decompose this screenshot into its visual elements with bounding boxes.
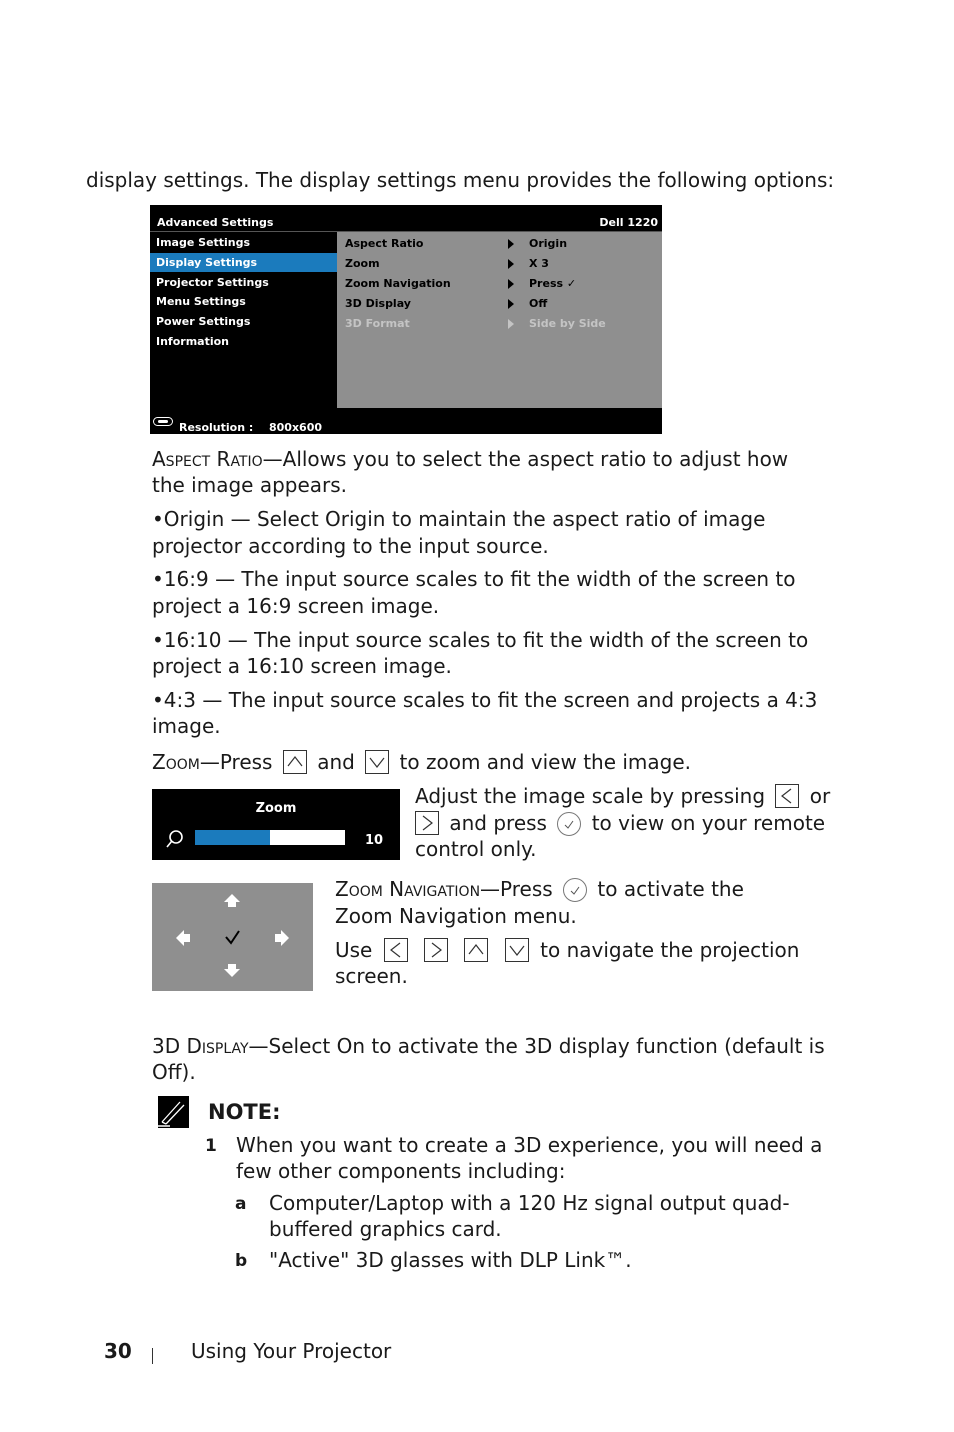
- advanced-settings-osd: [150, 205, 662, 434]
- bullet-16-9: •16:9 — The input source scales to fit the width of the screen to: [152, 567, 796, 591]
- note-item1-line1: When you want to create a 3D experience, you will need a: [236, 1133, 823, 1157]
- osd-header-model: Dell 1220: [599, 216, 658, 229]
- zoom-navigation-paragraph: [335, 876, 744, 902]
- zoom-and-text: and: [317, 750, 355, 774]
- left-key-icon: [775, 784, 799, 808]
- osd-resolution-label: Resolution :: [179, 421, 254, 434]
- osd-row-label: Zoom: [345, 257, 380, 270]
- triangle-right-icon: [508, 299, 514, 309]
- zoom-adjust-press: and press: [449, 811, 547, 835]
- 3d-display-text: Select On to activate the 3D display function (default is: [268, 1034, 825, 1058]
- osd-header-title: Advanced Settings: [157, 216, 274, 229]
- arrow-down-icon: [224, 964, 240, 977]
- down-key-icon: [505, 938, 529, 962]
- zoom-nav-use: Use: [335, 938, 373, 962]
- arrow-right-icon: [275, 930, 289, 946]
- zoom-navigation-use-line2: screen.: [335, 964, 408, 988]
- intro-text: display settings. The display settings menu provides the following options:: [86, 168, 835, 192]
- zoom-navigation-heading: Zoom Navigation—: [335, 877, 501, 901]
- osd-menu-item-information: Information: [156, 335, 229, 348]
- zoom-nav-use-tail: to navigate the projection: [540, 938, 800, 962]
- zoom-heading: Zoom—: [152, 750, 220, 774]
- osd-menu-item-image-settings: Image Settings: [156, 236, 251, 249]
- magnifier-icon: [165, 829, 185, 859]
- bullet-origin: •Origin — Select Origin to maintain the aspect ratio of image: [152, 507, 766, 531]
- zoom-level-fill: [195, 830, 270, 845]
- zoom-osd: [152, 789, 400, 860]
- osd-row-zoom-navigation: [337, 274, 662, 293]
- zoom-osd-value: 10: [365, 833, 384, 848]
- note-item1-line2: few other components including:: [236, 1159, 566, 1183]
- arrow-left-icon: [176, 930, 190, 946]
- right-key-icon: [424, 938, 448, 962]
- osd-row-aspect-ratio: [337, 234, 662, 253]
- right-key-icon: [415, 811, 439, 835]
- osd-menu-item-projector-settings: Projector Settings: [156, 276, 269, 289]
- note-sub-a-line2: buffered graphics card.: [269, 1217, 502, 1241]
- osd-row-value: Off: [529, 297, 548, 310]
- osd-row-value: Press ✓: [529, 277, 577, 290]
- left-key-icon: [384, 938, 408, 962]
- zoom-navigation-osd: [152, 883, 313, 991]
- osd-right-panel: [337, 231, 662, 409]
- osd-header: [150, 205, 662, 231]
- note-sub-b-line1: "Active" 3D glasses with DLP Link™.: [269, 1248, 632, 1272]
- up-key-icon: [283, 750, 307, 774]
- zoom-adjust-line2: [415, 810, 825, 836]
- osd-row-value: Origin: [529, 237, 568, 250]
- bullet-4-3: •4:3 — The input source scales to fit the screen and projects a 4:3: [152, 688, 818, 712]
- bullet-16-10-line2: project a 16:10 screen image.: [152, 654, 452, 678]
- down-key-icon: [365, 750, 389, 774]
- note-sub-b-letter: b: [235, 1251, 248, 1271]
- zoom-adjust-view: to view on your remote: [591, 811, 826, 835]
- 3d-display-heading: 3D Display—: [152, 1034, 269, 1058]
- osd-menu-item-display-settings: Display Settings: [150, 253, 337, 272]
- zoom-nav-press: Press: [500, 877, 553, 901]
- check-key-icon: [563, 878, 587, 902]
- zoom-adjust-or: or: [809, 784, 831, 808]
- video-source-icon: [153, 417, 173, 426]
- osd-menu-item-menu-settings: Menu Settings: [156, 295, 246, 308]
- bullet-origin-line2: projector according to the input source.: [152, 534, 549, 558]
- osd-row-label: Zoom Navigation: [345, 277, 451, 290]
- check-key-icon: [557, 812, 581, 836]
- zoom-tail-text: to zoom and view the image.: [399, 750, 692, 774]
- osd-row-zoom: [337, 254, 662, 273]
- zoom-osd-title: Zoom: [255, 801, 297, 816]
- bullet-16-9-line2: project a 16:9 screen image.: [152, 594, 440, 618]
- bullet-4-3-line2: image.: [152, 714, 221, 738]
- osd-menu-item-power-settings: Power Settings: [156, 315, 251, 328]
- osd-row-label: 3D Display: [345, 297, 411, 310]
- arrow-up-icon: [224, 894, 240, 907]
- aspect-ratio-heading: Aspect Ratio—: [152, 447, 283, 471]
- note-sub-a-line1: Computer/Laptop with a 120 Hz signal output quad-: [269, 1191, 790, 1215]
- zoom-adjust-line1: [415, 783, 830, 809]
- note-title: NOTE:: [208, 1100, 281, 1124]
- osd-resolution-value: 800x600: [269, 421, 323, 434]
- zoom-navigation-line2: Zoom Navigation menu.: [335, 904, 577, 928]
- footer-divider: [152, 1348, 153, 1364]
- 3d-display-line2: Off).: [152, 1060, 196, 1084]
- osd-row-label: Aspect Ratio: [345, 237, 424, 250]
- aspect-ratio-text: Allows you to select the aspect ratio to adjust how: [282, 447, 789, 471]
- osd-footer: [150, 408, 662, 434]
- bullet-16-10: •16:10 — The input source scales to fit the width of the screen to: [152, 628, 809, 652]
- aspect-ratio-paragraph: [152, 446, 788, 472]
- zoom-level-bar: [195, 830, 345, 845]
- note-sub-a-letter: a: [235, 1194, 247, 1214]
- triangle-right-icon: [508, 239, 514, 249]
- zoom-adjust-text: Adjust the image scale by pressing: [415, 784, 766, 808]
- zoom-adjust-line3: control only.: [415, 837, 537, 861]
- up-key-icon: [464, 938, 488, 962]
- zoom-press-text: Press: [219, 750, 273, 774]
- osd-row-3d-format: [337, 314, 662, 333]
- zoom-paragraph: [152, 749, 691, 775]
- osd-row-value: X 3: [529, 257, 549, 270]
- aspect-ratio-text-line2: the image appears.: [152, 473, 348, 497]
- triangle-right-icon: [508, 319, 514, 329]
- zoom-nav-tail: to activate the: [597, 877, 744, 901]
- triangle-right-icon: [508, 259, 514, 269]
- footer-section-title: Using Your Projector: [191, 1339, 392, 1363]
- page-number: 30: [104, 1339, 132, 1363]
- note-item-number: 1: [205, 1136, 217, 1156]
- osd-left-menu: [150, 231, 337, 409]
- zoom-navigation-use: [335, 937, 799, 963]
- osd-row-value: Side by Side: [529, 317, 606, 330]
- osd-row-label: 3D Format: [345, 317, 410, 330]
- osd-row-3d-display: [337, 294, 662, 313]
- check-icon: [226, 931, 239, 943]
- 3d-display-paragraph: [152, 1033, 825, 1059]
- triangle-right-icon: [508, 279, 514, 289]
- note-pencil-icon: [158, 1096, 189, 1134]
